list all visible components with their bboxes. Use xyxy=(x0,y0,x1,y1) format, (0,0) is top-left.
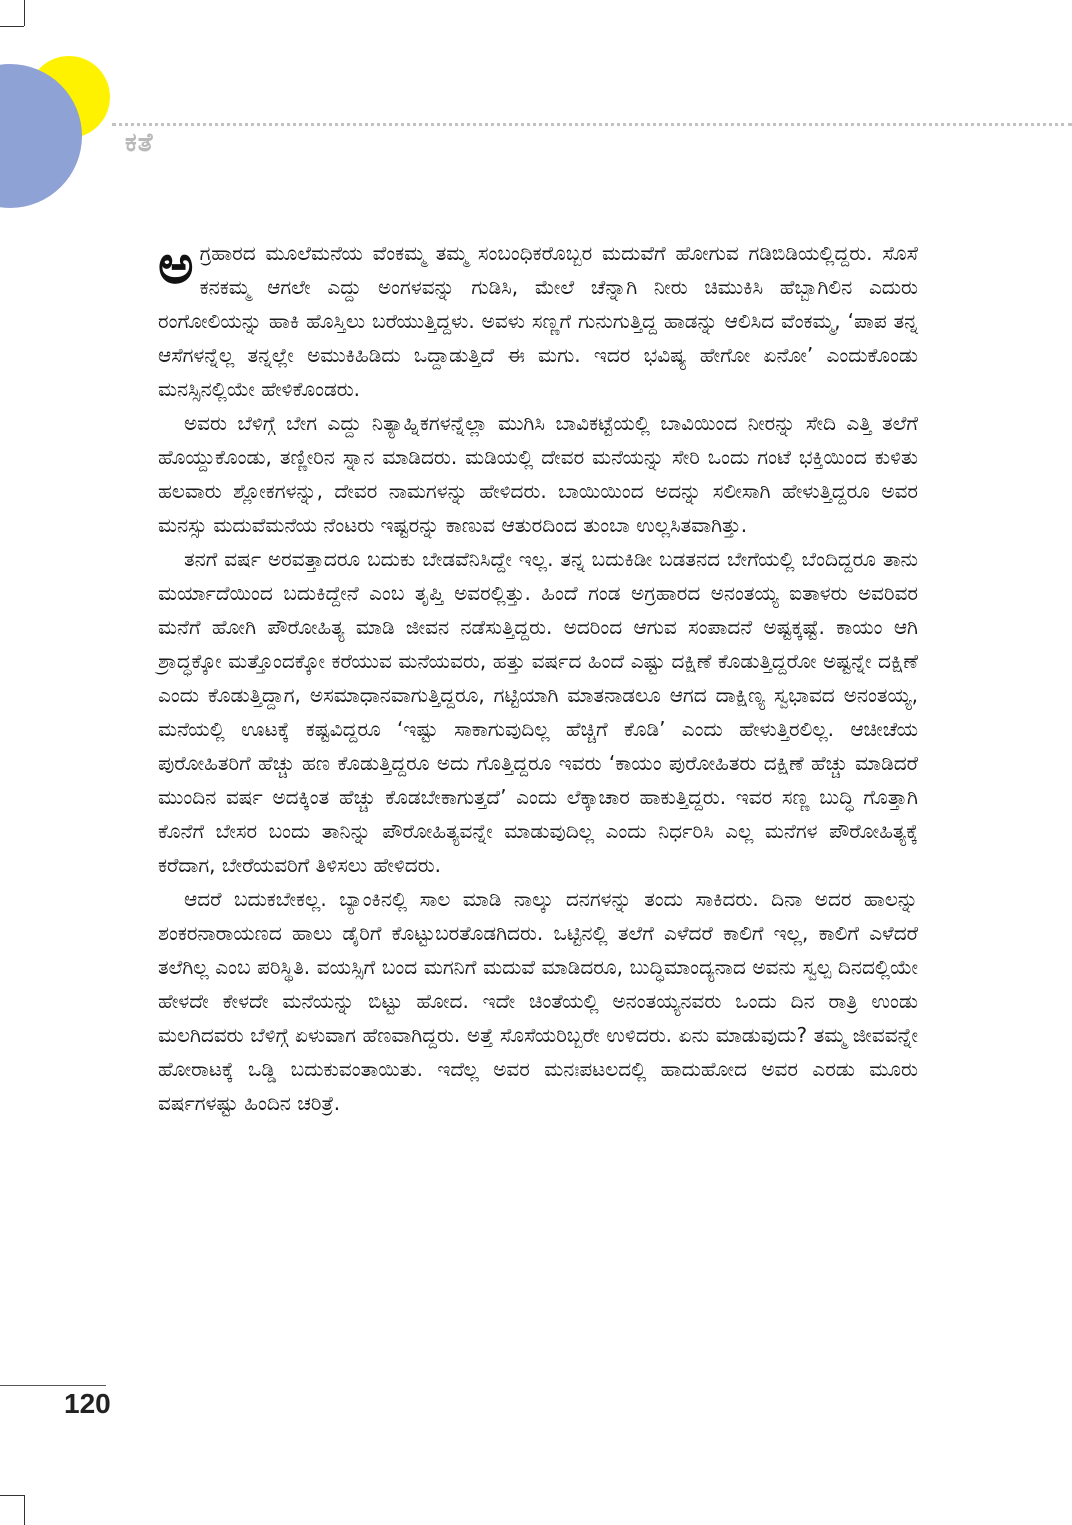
drop-cap: ಅ xyxy=(158,233,194,296)
crop-mark-bottom-vertical xyxy=(24,1495,25,1525)
paragraph-1-text: ಗ್ರಹಾರದ ಮೂಲೆಮನೆಯ ವೆಂಕಮ್ಮ ತಮ್ಮ ಸಂಬಂಧಿಕರೊಬ್ಬರ ಮದುವೆಗೆ ಹೋಗುವ ಗಡಿಬಿಡಿಯಲ್ಲಿದ್ದರು. ಸೊಸೆ ಕನಕಮ್ಮ ಆಗಲೇ ಎದ್ದು ಅಂಗಳವನ್ನು ಗುಡಿಸಿ, ಮೇಲೆ ಚೆನ್ನಾಗಿ ನೀರು ಚಿಮುಕಿಸಿ ಹೆಬ್ಬಾಗಿಲಿನ ಎದುರು ರಂಗೋಲಿಯನ್ನು ಹಾಕಿ ಹೊಸ್ತಿಲು ಬರೆಯುತ್ತಿದ್ದಳು. ಅವಳು ಸಣ್ಣಗೆ ಗುನುಗುತ್ತಿದ್ದ ಹಾಡನ್ನು ಆಲಿಸಿದ ವೆಂಕಮ್ಮ, ‘ಪಾಪ ತನ್ನ ಆಸೆಗಳನ್ನೆಲ್ಲ ತನ್ನಲ್ಲೇ ಅಮುಕಿಹಿಡಿದು ಒದ್ದಾಡುತ್ತಿದೆ ಈ ಮಗು. ಇದರ ಭವಿಷ್ಯ ಹೇಗೋ ಏನೋ’ ಎಂದುಕೊಂಡು ಮನಸ್ಸಿನಲ್ಲಿಯೇ ಹೇಳಿಕೊಂಡರು. xyxy=(158,241,918,401)
page-number: 120 xyxy=(64,1388,111,1419)
crop-mark-top-vertical xyxy=(24,0,25,26)
header-dotted-rule xyxy=(112,123,1072,126)
crop-mark-top-horizontal xyxy=(0,26,24,27)
page-number-rule xyxy=(0,1385,106,1386)
story-paragraph-1 xyxy=(158,233,918,406)
story-paragraph-3: ತನಗೆ ವರ್ಷ ಅರವತ್ತಾದರೂ ಬದುಕು ಬೇಡವೆನಿಸಿದ್ದೇ ಇಲ್ಲ. ತನ್ನ ಬದುಕಿಡೀ ಬಡತನದ ಬೇಗೆಯಲ್ಲಿ ಬೆಂದಿದ್ದರೂ ತಾನು ಮರ್ಯಾದೆಯಿಂದ ಬದುಕಿದ್ದೇನೆ ಎಂಬ ತೃಪ್ತಿ ಅವರಲ್ಲಿತ್ತು. ಹಿಂದೆ ಗಂಡ ಅಗ್ರಹಾರದ ಅನಂತಯ್ಯ ಐತಾಳರು ಅವರಿವರ ಮನೆಗೆ ಹೋಗಿ ಪೌರೋಹಿತ್ಯ ಮಾಡಿ ಜೀವನ ನಡೆಸುತ್ತಿದ್ದರು. ಅದರಿಂದ ಆಗುವ ಸಂಪಾದನೆ ಅಷ್ಟಕ್ಕಷ್ಟೆ. ಕಾಯಂ ಆಗಿ ಶ್ರಾದ್ಧಕ್ಕೋ ಮತ್ತೊಂದಕ್ಕೋ ಕರೆಯುವ ಮನೆಯವರು, ಹತ್ತು ವರ್ಷದ ಹಿಂದೆ ಎಷ್ಟು ದಕ್ಷಿಣೆ ಕೊಡುತ್ತಿದ್ದರೋ ಅಷ್ಟನ್ನೇ ದಕ್ಷಿಣೆ ಎಂದು ಕೊಡುತ್ತಿದ್ದಾಗ, ಅಸಮಾಧಾನವಾಗುತ್ತಿದ್ದರೂ, ಗಟ್ಟಿಯಾಗಿ ಮಾತನಾಡಲೂ ಆಗದ ದಾಕ್ಷಿಣ್ಯ ಸ್ವಭಾವದ ಅನಂತಯ್ಯ, ಮನೆಯಲ್ಲಿ ಊಟಕ್ಕೆ ಕಷ್ಟವಿದ್ದರೂ ‘ಇಷ್ಟು ಸಾಕಾಗುವುದಿಲ್ಲ ಹೆಚ್ಚಿಗೆ ಕೊಡಿ’ ಎಂದು ಹೇಳುತ್ತಿರಲಿಲ್ಲ. ಆಚೀಚೆಯ ಪುರೋಹಿತರಿಗೆ ಹೆಚ್ಚು ಹಣ ಕೊಡುತ್ತಿದ್ದರೂ ಅದು ಗೊತ್ತಿದ್ದರೂ ಇವರು ‘ಕಾಯಂ ಪುರೋಹಿತರು ದಕ್ಷಿಣೆ ಹೆಚ್ಚು ಮಾಡಿದರೆ ಮುಂದಿನ ವರ್ಷ ಅದಕ್ಕಿಂತ ಹೆಚ್ಚು ಕೊಡಬೇಕಾಗುತ್ತದೆ’ ಎಂದು ಲೆಕ್ಕಾಚಾರ ಹಾಕುತ್ತಿದ್ದರು. ಇವರ ಸಣ್ಣ ಬುದ್ಧಿ ಗೊತ್ತಾಗಿ ಕೊನೆಗೆ ಬೇಸರ ಬಂದು ತಾನಿನ್ನು ಪೌರೋಹಿತ್ಯವನ್ನೇ ಮಾಡುವುದಿಲ್ಲ ಎಂದು ನಿರ್ಧರಿಸಿ ಎಲ್ಲ ಮನೆಗಳ ಪೌರೋಹಿತ್ಯಕ್ಕೆ ಕರೆದಾಗ, ಬೇರೆಯವರಿಗೆ ತಿಳಿಸಲು ಹೇಳಿದರು. xyxy=(158,547,918,877)
story-paragraph-4: ಆದರೆ ಬದುಕಬೇಕಲ್ಲ. ಬ್ಯಾಂಕಿನಲ್ಲಿ ಸಾಲ ಮಾಡಿ ನಾಲ್ಕು ದನಗಳನ್ನು ತಂದು ಸಾಕಿದರು. ದಿನಾ ಅದರ ಹಾಲನ್ನು ಶಂಕರನಾರಾಯಣದ ಹಾಲು ಡೈರಿಗೆ ಕೊಟ್ಟುಬರತೊಡಗಿದರು. ಒಟ್ಟಿನಲ್ಲಿ ತಲೆಗೆ ಎಳೆದರೆ ಕಾಲಿಗೆ ಇಲ್ಲ, ಕಾಲಿಗೆ ಎಳೆದರೆ ತಲೆಗಿಲ್ಲ ಎಂಬ ಪರಿಸ್ಥಿತಿ. ವಯಸ್ಸಿಗೆ ಬಂದ ಮಗನಿಗೆ ಮದುವೆ ಮಾಡಿದರೂ, ಬುದ್ಧಿಮಾಂದ್ಯನಾದ ಅವನು ಸ್ವಲ್ಪ ದಿನದಲ್ಲಿಯೇ ಹೇಳದೇ ಕೇಳದೇ ಮನೆಯನ್ನು ಬಿಟ್ಟು ಹೋದ. ಇದೇ ಚಿಂತೆಯಲ್ಲಿ ಅನಂತಯ್ಯನವರು ಒಂದು ದಿನ ರಾತ್ರಿ ಉಂಡು ಮಲಗಿದವರು ಬೆಳಿಗ್ಗೆ ಏಳುವಾಗ ಹೆಣವಾಗಿದ್ದರು. ಅತ್ತೆ ಸೊಸೆಯರಿಬ್ಬರೇ ಉಳಿದರು. ಏನು ಮಾಡುವುದು? ತಮ್ಮ ಜೀವವನ್ನೇ ಹೋರಾಟಕ್ಕೆ ಒಡ್ಡಿ ಬದುಕುವಂತಾಯಿತು. ಇದೆಲ್ಲ ಅವರ ಮನಃಪಟಲದಲ್ಲಿ ಹಾದುಹೋದ ಅವರ ಎರಡು ಮೂರು ವರ್ಷಗಳಷ್ಟು ಹಿಂದಿನ ಚರಿತ್ರೆ. xyxy=(158,887,918,1115)
story-paragraph-2: ಅವರು ಬೆಳಿಗ್ಗೆ ಬೇಗ ಎದ್ದು ನಿತ್ಯಾಹ್ನಿಕಗಳನ್ನೆಲ್ಲಾ ಮುಗಿಸಿ ಬಾವಿಕಟ್ಟೆಯಲ್ಲಿ ಬಾವಿಯಿಂದ ನೀರನ್ನು ಸೇದಿ ಎತ್ತಿ ತಲೆಗೆ ಹೊಯ್ದುಕೊಂಡು, ತಣ್ಣೀರಿನ ಸ್ನಾನ ಮಾಡಿದರು. ಮಡಿಯಲ್ಲಿ ದೇವರ ಮನೆಯನ್ನು ಸೇರಿ ಒಂದು ಗಂಟೆ ಭಕ್ತಿಯಿಂದ ಕುಳಿತು ಹಲವಾರು ಶ್ಲೋಕಗಳನ್ನು, ದೇವರ ನಾಮಗಳನ್ನು ಹೇಳಿದರು. ಬಾಯಿಯಿಂದ ಅದನ್ನು ಸಲೀಸಾಗಿ ಹೇಳುತ್ತಿದ್ದರೂ ಅವರ ಮನಸ್ಸು ಮದುವೆಮನೆಯ ನೆಂಟರು ಇಷ್ಟರನ್ನು ಕಾಣುವ ಆತುರದಿಂದ ತುಂಬಾ ಉಲ್ಲಸಿತವಾಗಿತ್ತು. xyxy=(158,411,918,537)
crop-mark-bottom-horizontal xyxy=(0,1495,24,1496)
story-body xyxy=(158,233,918,1120)
section-label: ಕತೆ xyxy=(125,128,154,158)
